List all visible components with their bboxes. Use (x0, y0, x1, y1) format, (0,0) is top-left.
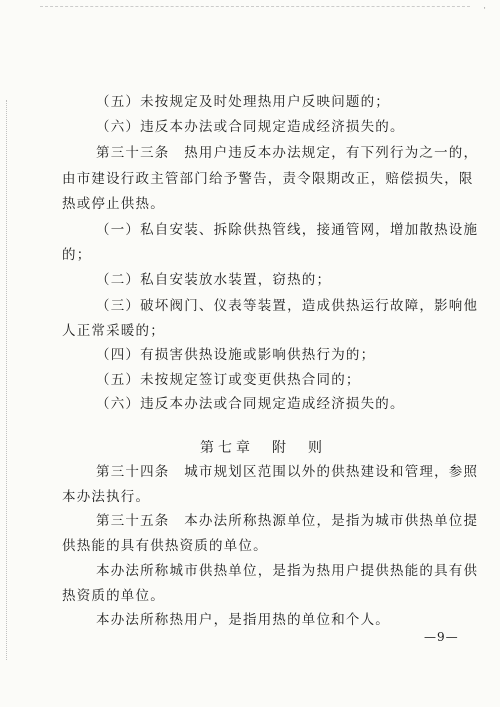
article-35-line-2: 供热能的具有供热资质的单位。 (62, 538, 268, 554)
clause-item-1-line-1: （一）私自安装、拆除供热管线，接通管网，增加散热设施 (96, 222, 479, 238)
clause-item-3-line-1: （三）破坏阀门、仪表等装置，造成供热运行故障，影响他 (96, 298, 479, 314)
scan-edge-mark (40, 6, 470, 9)
corner-mark: · (483, 4, 486, 14)
clause-item-3-line-2: 人正常采暖的； (62, 323, 165, 339)
clause-item-5-a: （五）未按规定及时处理热用户反映问题的； (96, 94, 390, 110)
clause-item-5-b: （五）未按规定签订或变更供热合同的； (96, 372, 361, 388)
page-number: —9— (424, 630, 459, 644)
clause-item-6-a: （六）违反本办法或合同规定造成经济损失的。 (96, 119, 405, 135)
article-33-line-1: 第三十三条 热用户违反本办法规定，有下列行为之一的， (96, 145, 479, 161)
clause-item-4: （四）有损害供热设施或影响供热行为的； (96, 347, 376, 363)
clause-item-6-b: （六）违反本办法或合同规定造成经济损失的。 (96, 396, 405, 412)
binding-hole-marks (6, 100, 11, 660)
article-33-line-2: 由市建设行政主管部门给予警告，责令限期改正，赔偿损失，限 (62, 171, 474, 187)
article-33-line-3: 热或停止供热。 (62, 196, 165, 212)
clause-item-1-line-2: 的； (62, 247, 92, 263)
article-34-line-1: 第三十四条 城市规划区范围以外的供热建设和管理，参照 (96, 464, 479, 480)
paragraph-heat-user: 本办法所称热用户，是指用热的单位和个人。 (96, 612, 390, 628)
paragraph-heat-supplier-line-1: 本办法所称城市供热单位，是指为热用户提供热能的具有供 (96, 563, 479, 579)
clause-item-2: （二）私自安装放水装置，窃热的； (96, 272, 332, 288)
paragraph-heat-supplier-line-2: 热资质的单位。 (62, 588, 165, 604)
article-34-line-2: 本办法执行。 (62, 489, 151, 505)
article-35-line-1: 第三十五条 本办法所称热源单位，是指为城市供热单位提 (96, 513, 479, 529)
chapter-heading: 第七章 附 则 (200, 440, 326, 456)
